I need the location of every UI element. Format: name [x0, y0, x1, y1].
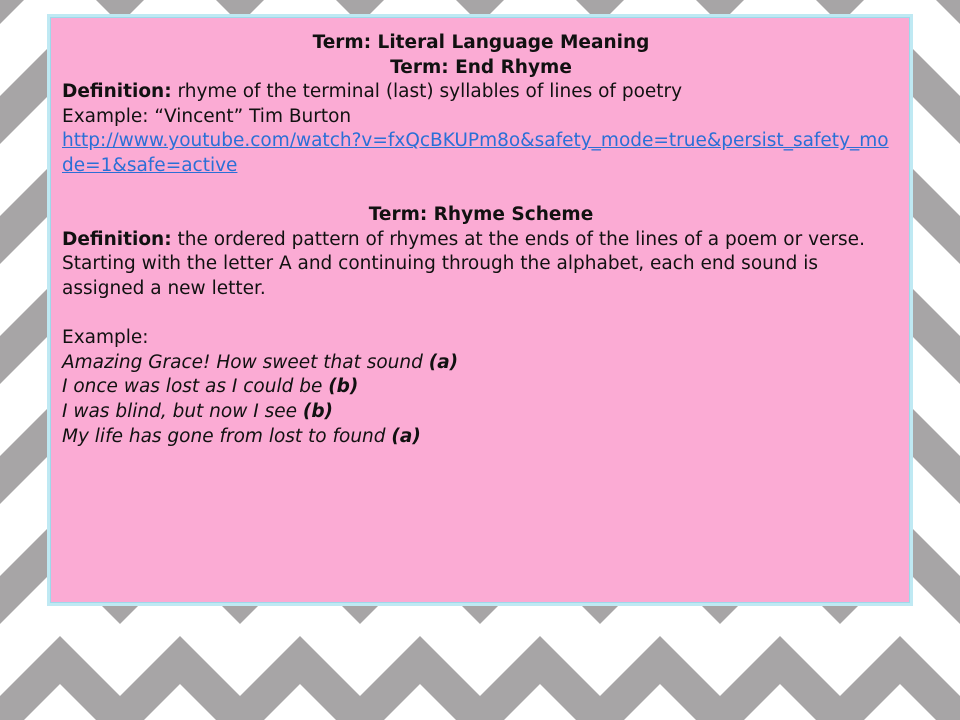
end-rhyme-definition — [62, 80, 900, 105]
definition-text: the ordered pattern of rhymes at the ends of the lines of a poem or verse. Starting with the letter A and continuing through the alphabet, each end sound is assigned a new letter. — [62, 228, 865, 299]
chevron-band — [0, 636, 960, 720]
rhyme-mark: (b) — [302, 400, 334, 422]
example-link-line — [62, 129, 900, 178]
term-rhyme-scheme: Term: Rhyme Scheme — [368, 204, 594, 226]
poem-line-text: Amazing Grace! How sweet that sound — [62, 351, 429, 373]
rhyme-mark: (a) — [428, 351, 459, 373]
page-title: Term: Literal Language Meaning — [312, 32, 650, 53]
rhyme-mark: (b) — [328, 376, 359, 398]
poem-line-text: My life has gone from lost to found — [62, 425, 392, 447]
definition-label: Definition: — [62, 81, 172, 103]
spacer — [62, 179, 900, 204]
poem-line-text: I was blind, but now I see — [62, 400, 303, 422]
rhyme-scheme-example-label: Example: — [62, 327, 149, 349]
poem-line — [62, 425, 900, 450]
rhyme-scheme-definition — [62, 228, 900, 302]
poem-line — [62, 400, 900, 425]
rhyme-mark: (a) — [391, 425, 421, 447]
definition-text: rhyme of the terminal (last) syllables of lines of poetry — [171, 81, 683, 103]
youtube-link[interactable]: http://www.youtube.com/watch?v=fxQcBKUPm8o&safety_mode=true&persist_safety_mode=1&safe=active — [62, 130, 889, 176]
content-card — [47, 14, 913, 606]
end-rhyme-example: Example: “Vincent” Tim Burton — [62, 105, 352, 127]
poem-line — [62, 351, 900, 376]
poem-line-text: I once was lost as I could be — [62, 376, 329, 398]
poem-line — [62, 375, 900, 400]
term-end-rhyme: Term: End Rhyme — [390, 56, 572, 78]
spacer — [62, 302, 900, 327]
definition-label: Definition: — [62, 228, 172, 250]
